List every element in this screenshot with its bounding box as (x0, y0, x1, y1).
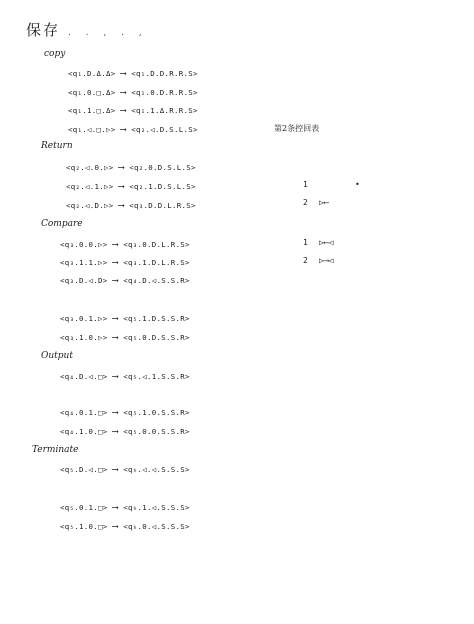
rule: <q₂.◁.1.▷> ⟶ <q₂.1.D.S.L.S> (66, 182, 196, 192)
rule: <q₂.◁.0.▷> ⟶ <q₂.0.D.S.L.S> (66, 163, 196, 173)
section-return: Return (41, 141, 73, 151)
section-terminate: Terminate (32, 445, 79, 455)
rule: <q₃.D.◁.D> ⟶ <q₄.D.◁.S.S.R> (60, 276, 190, 286)
rule: <q₁.D.Δ.Δ> ⟶ <q₁.D.D.R.R.S> (68, 69, 198, 79)
rule: <q₁.0.□.Δ> ⟶ <q₁.0.D.R.R.S> (68, 88, 198, 98)
page-title-main: 保存 (26, 21, 61, 39)
rule: <q₂.◁.D.▷> ⟶ <q₃.D.D.L.R.S> (66, 201, 196, 211)
compare-mark-2-number: 2 (303, 256, 308, 265)
rule: <q₃.1.1.▷> ⟶ <q₃.1.D.L.R.S> (60, 258, 190, 268)
rule: <q₁.1.□.Δ> ⟶ <q₁.1.Δ.R.R.S> (68, 106, 198, 116)
section-copy: copy (44, 49, 66, 59)
section-compare: Compare (41, 219, 83, 229)
rule: <q₄.D.◁.□> ⟶ <q₅.◁.1.S.S.R> (60, 372, 190, 382)
rule: <q₅.0.1.□> ⟶ <qₕ.1.◁.S.S.S> (60, 503, 190, 513)
section-output: Output (41, 351, 73, 361)
compare-mark-1-symbol: ▷⟵◁ (319, 238, 334, 247)
rule: <q₅.D.◁.□> ⟶ <qₕ.◁.◁.S.S.S> (60, 465, 190, 475)
rule: <q₃.1.0.▷> ⟶ <q₅.0.D.S.S.R> (60, 333, 190, 343)
return-mark-2-symbol: ▷⟵ (319, 198, 329, 207)
copy-end-note: 第2条控回表 (274, 124, 320, 133)
rule: <q₄.1.0.□> ⟶ <q₅.0.0.S.S.R> (60, 427, 190, 437)
rule: <q₁.◁.□.▷> ⟶ <q₂.◁.D.S.L.S> (68, 125, 198, 135)
rule: <q₄.0.1.□> ⟶ <q₅.1.0.S.S.R> (60, 408, 190, 418)
return-mark-1-number: 1 (303, 180, 308, 189)
return-mark-1-dot: • (355, 180, 360, 189)
rule: <q₅.1.0.□> ⟶ <qₕ.0.◁.S.S.S> (60, 522, 190, 532)
rule: <q₃.0.0.▷> ⟶ <q₃.0.D.L.R.S> (60, 240, 190, 250)
return-mark-2-number: 2 (303, 198, 308, 207)
compare-mark-1-number: 1 (303, 238, 308, 247)
compare-mark-2-symbol: ▷⟶◁ (319, 256, 334, 265)
rule: <q₃.0.1.▷> ⟶ <q₅.1.D.S.S.R> (60, 314, 190, 324)
page-title (26, 19, 148, 40)
page-title-tail: . . , . , (68, 28, 148, 38)
